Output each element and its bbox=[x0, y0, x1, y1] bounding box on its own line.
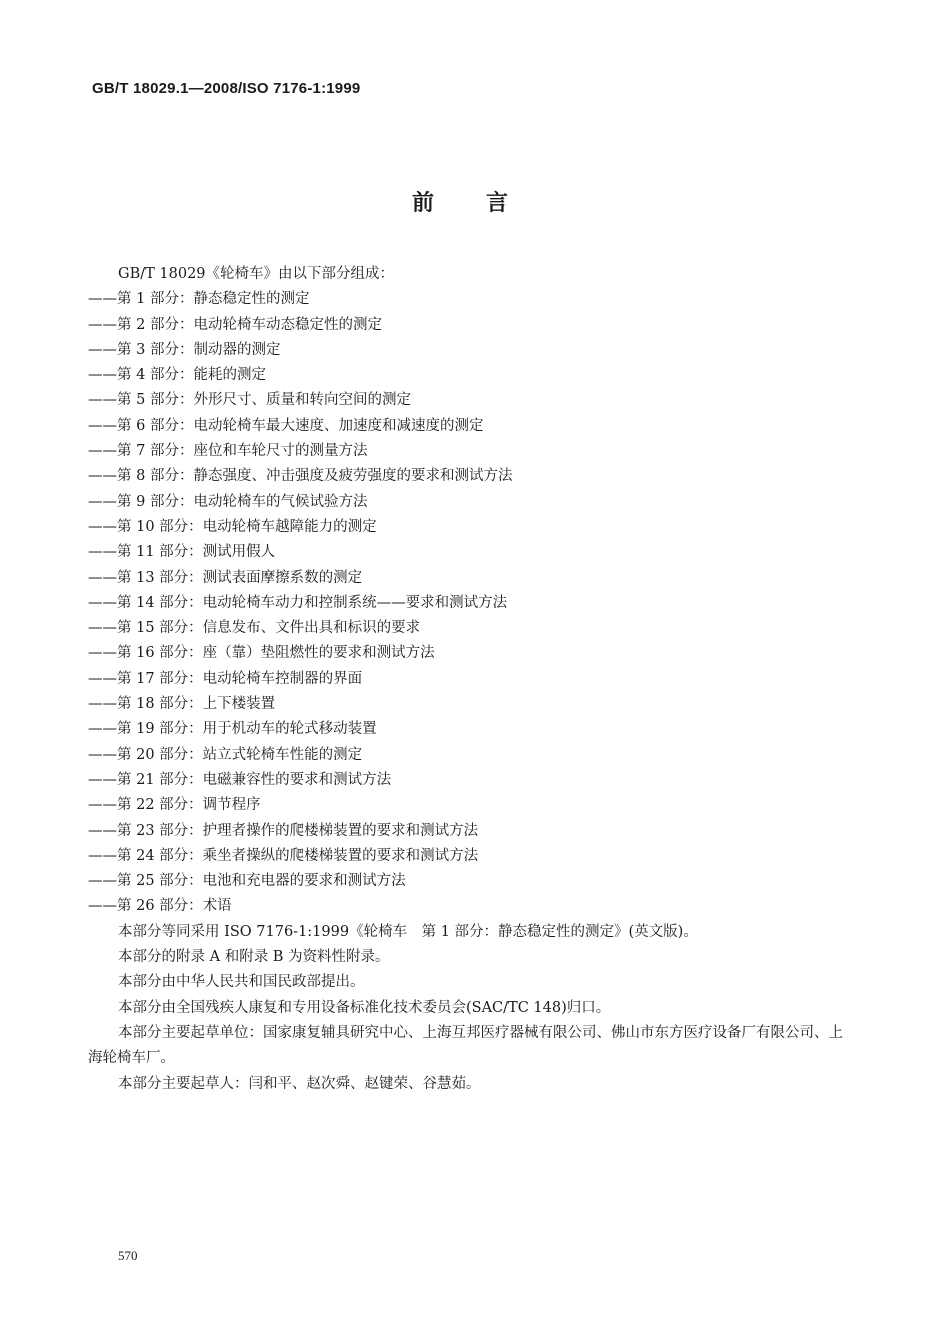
list-item: ——第 11 部分：测试用假人 bbox=[88, 544, 276, 561]
list-item: ——第 18 部分：上下楼装置 bbox=[88, 696, 276, 713]
list-item: ——第 5 部分：外形尺寸、质量和转向空间的测定 bbox=[88, 392, 411, 409]
list-item: ——第 21 部分：电磁兼容性的要求和测试方法 bbox=[88, 771, 392, 788]
intro-line: GB/T 18029《轮椅车》由以下部分组成： bbox=[118, 266, 395, 282]
paragraph: 本部分由全国残疾人康复和专用设备标准化技术委员会(SAC/TC 148)归口。 bbox=[118, 999, 611, 1016]
list-item: ——第 22 部分：调节程序 bbox=[88, 797, 261, 814]
list-item: ——第 7 部分：座位和车轮尺寸的测量方法 bbox=[88, 443, 368, 460]
document-body bbox=[88, 262, 848, 1097]
list-item: ——第 8 部分：静态强度、冲击强度及疲劳强度的要求和测试方法 bbox=[88, 468, 513, 485]
list-item: ——第 17 部分：电动轮椅车控制器的界面 bbox=[88, 670, 363, 687]
list-item: ——第 10 部分：电动轮椅车越障能力的测定 bbox=[88, 518, 377, 535]
paragraph: 本部分等同采用 ISO 7176-1:1999《轮椅车 第 1 部分：静态稳定性的测定》(英文版)。 bbox=[118, 923, 698, 940]
list-item: ——第 9 部分：电动轮椅车的气候试验方法 bbox=[88, 493, 368, 510]
list-item: ——第 1 部分：静态稳定性的测定 bbox=[88, 291, 310, 308]
list-item: ——第 15 部分：信息发布、文件出具和标识的要求 bbox=[88, 620, 421, 637]
paragraph: 本部分由中华人民共和国民政部提出。 bbox=[118, 974, 365, 991]
page-number: 570 bbox=[118, 1248, 138, 1263]
list-item: ——第 24 部分：乘坐者操纵的爬楼梯装置的要求和测试方法 bbox=[88, 847, 479, 864]
document-header: GB/T 18029.1—2008/ISO 7176-1:1999 bbox=[92, 80, 361, 97]
list-item: ——第 4 部分：能耗的测定 bbox=[88, 367, 266, 384]
list-item: ——第 23 部分：护理者操作的爬楼梯装置的要求和测试方法 bbox=[88, 822, 479, 839]
page-title: 前言 bbox=[411, 191, 560, 216]
list-item: ——第 2 部分：电动轮椅车动态稳定性的测定 bbox=[88, 316, 382, 333]
list-item: ——第 6 部分：电动轮椅车最大速度、加速度和减速度的测定 bbox=[88, 417, 484, 434]
paragraph: 本部分的附录 A 和附录 B 为资料性附录。 bbox=[118, 949, 390, 966]
list-item: ——第 14 部分：电动轮椅车动力和控制系统——要求和测试方法 bbox=[88, 594, 508, 611]
paragraph: 本部分主要起草人：闫和平、赵次舜、赵键荣、谷慧茹。 bbox=[118, 1075, 481, 1092]
list-item: ——第 19 部分：用于机动车的轮式移动装置 bbox=[88, 721, 377, 738]
paragraph: 本部分主要起草单位：国家康复辅具研究中心、上海互邦医疗器械有限公司、佛山市东方医疗设备厂有限公司、上海轮椅车厂。 bbox=[88, 1024, 843, 1067]
parts-list bbox=[88, 287, 848, 919]
list-item: ——第 25 部分：电池和充电器的要求和测试方法 bbox=[88, 873, 406, 890]
list-item: ——第 20 部分：站立式轮椅车性能的测定 bbox=[88, 746, 363, 763]
list-item: ——第 26 部分：术语 bbox=[88, 898, 232, 915]
list-item: ——第 16 部分：座（靠）垫阻燃性的要求和测试方法 bbox=[88, 645, 435, 662]
list-item: ——第 13 部分：测试表面摩擦系数的测定 bbox=[88, 569, 363, 586]
list-item: ——第 3 部分：制动器的测定 bbox=[88, 341, 281, 358]
